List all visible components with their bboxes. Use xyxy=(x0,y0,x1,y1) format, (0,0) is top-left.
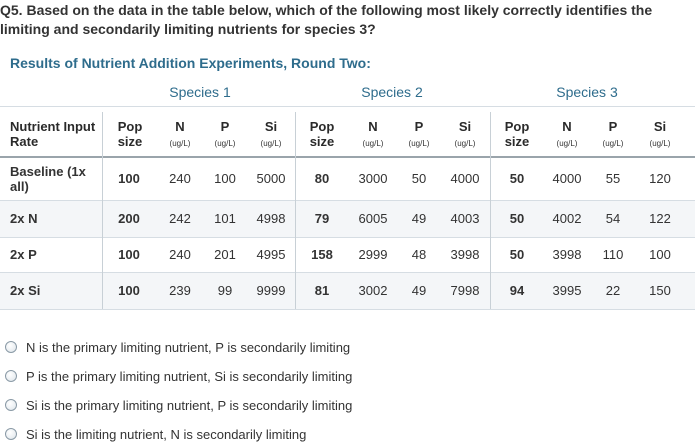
table-cell: 3000 xyxy=(358,171,388,186)
table-cell: 94 xyxy=(509,283,525,298)
table-cell: 200 xyxy=(118,211,140,226)
table-cell: 80 xyxy=(314,171,330,186)
table-cell: 158 xyxy=(311,247,333,262)
question-text: Q5. Based on the data in the table below, which of the following most likely correctly identifies the limiting and secondarily limiting nutrients for species 3? xyxy=(0,2,653,37)
table-cell: 55 xyxy=(605,171,621,186)
table-cell: 3998 xyxy=(552,247,582,262)
header-p: P (ug/L) xyxy=(408,119,430,148)
column-divider xyxy=(102,112,103,309)
table-cell: 2999 xyxy=(358,247,388,262)
species-header-row xyxy=(0,79,695,107)
row-label: 2x Si xyxy=(10,283,41,298)
species-1-label: Species 1 xyxy=(169,84,231,100)
table-cell: 3002 xyxy=(358,283,388,298)
row-label: 2x P xyxy=(10,247,37,262)
header-si: Si (ug/L) xyxy=(260,119,282,148)
table-cell: 201 xyxy=(214,247,236,262)
table-cell: 49 xyxy=(411,211,427,226)
answer-option-label: P is the primary limiting nutrient, Si is secondarily limiting xyxy=(26,368,353,384)
table-cell: 50 xyxy=(509,171,525,186)
answer-option-label: Si is the limiting nutrient, N is secondarily limiting xyxy=(26,426,307,442)
table-row xyxy=(0,158,695,201)
table-row xyxy=(0,201,695,238)
table-header-row xyxy=(0,112,695,158)
table-cell: 242 xyxy=(169,211,191,226)
answer-option-label: N is the primary limiting nutrient, P is secondarily limiting xyxy=(26,339,351,355)
table-cell: 4002 xyxy=(552,211,582,226)
table-cell: 7998 xyxy=(450,283,480,298)
table-cell: 48 xyxy=(411,247,427,262)
table-cell: 4995 xyxy=(256,247,286,262)
header-pop-size: Pop size xyxy=(504,119,530,149)
table-cell: 81 xyxy=(314,283,330,298)
table-cell: 100 xyxy=(649,247,671,262)
table-cell: 4000 xyxy=(552,171,582,186)
table-cell: 50 xyxy=(411,171,427,186)
table-cell: 9999 xyxy=(256,283,286,298)
row-label: Baseline (1x all) xyxy=(10,164,86,194)
radio-button-icon[interactable] xyxy=(5,341,17,353)
row-label: 2x N xyxy=(10,211,38,226)
header-nutrient-input-rate: Nutrient Input Rate xyxy=(10,119,96,149)
radio-button-icon[interactable] xyxy=(5,428,17,440)
header-si: Si (ug/L) xyxy=(649,119,671,148)
header-p: P (ug/L) xyxy=(602,119,624,148)
table-cell: 100 xyxy=(214,171,236,186)
table-cell: 4003 xyxy=(450,211,480,226)
answer-option-4[interactable] xyxy=(5,424,306,444)
table-row xyxy=(0,273,695,310)
table-cell: 50 xyxy=(509,211,525,226)
species-2-label: Species 2 xyxy=(361,84,423,100)
table-cell: 100 xyxy=(118,171,140,186)
column-divider xyxy=(295,112,296,309)
table-cell: 239 xyxy=(169,283,191,298)
species-3-label: Species 3 xyxy=(556,84,618,100)
header-n: N (ug/L) xyxy=(362,119,384,148)
table-cell: 3995 xyxy=(552,283,582,298)
table-cell: 49 xyxy=(411,283,427,298)
table-title: Results of Nutrient Addition Experiments, Round Two: xyxy=(10,55,371,71)
answer-option-1[interactable] xyxy=(5,337,350,357)
header-si: Si (ug/L) xyxy=(454,119,476,148)
answer-option-2[interactable] xyxy=(5,366,352,386)
radio-button-icon[interactable] xyxy=(5,399,17,411)
table-cell: 22 xyxy=(605,283,621,298)
answer-option-label: Si is the primary limiting nutrient, P is secondarily limiting xyxy=(26,397,353,413)
table-cell: 120 xyxy=(649,171,671,186)
header-p: P (ug/L) xyxy=(214,119,236,148)
table-cell: 4998 xyxy=(256,211,286,226)
radio-button-icon[interactable] xyxy=(5,370,17,382)
table-cell: 79 xyxy=(314,211,330,226)
table-cell: 54 xyxy=(605,211,621,226)
table-cell: 101 xyxy=(214,211,236,226)
table-cell: 110 xyxy=(602,247,624,262)
table-cell: 150 xyxy=(649,283,671,298)
header-pop-size: Pop size xyxy=(309,119,335,149)
table-cell: 4000 xyxy=(450,171,480,186)
header-n: N (ug/L) xyxy=(556,119,578,148)
table-cell: 240 xyxy=(169,171,191,186)
header-n: N (ug/L) xyxy=(169,119,191,148)
table-row xyxy=(0,238,695,273)
table-cell: 122 xyxy=(649,211,671,226)
table-cell: 100 xyxy=(118,247,140,262)
table-cell: 5000 xyxy=(256,171,286,186)
header-pop-size: Pop size xyxy=(117,119,143,149)
table-cell: 50 xyxy=(509,247,525,262)
column-divider xyxy=(490,112,491,309)
table-cell: 240 xyxy=(169,247,191,262)
table-cell: 100 xyxy=(118,283,140,298)
table-cell: 3998 xyxy=(450,247,480,262)
table-cell: 99 xyxy=(217,283,233,298)
answer-option-3[interactable] xyxy=(5,395,352,415)
table-cell: 6005 xyxy=(358,211,388,226)
